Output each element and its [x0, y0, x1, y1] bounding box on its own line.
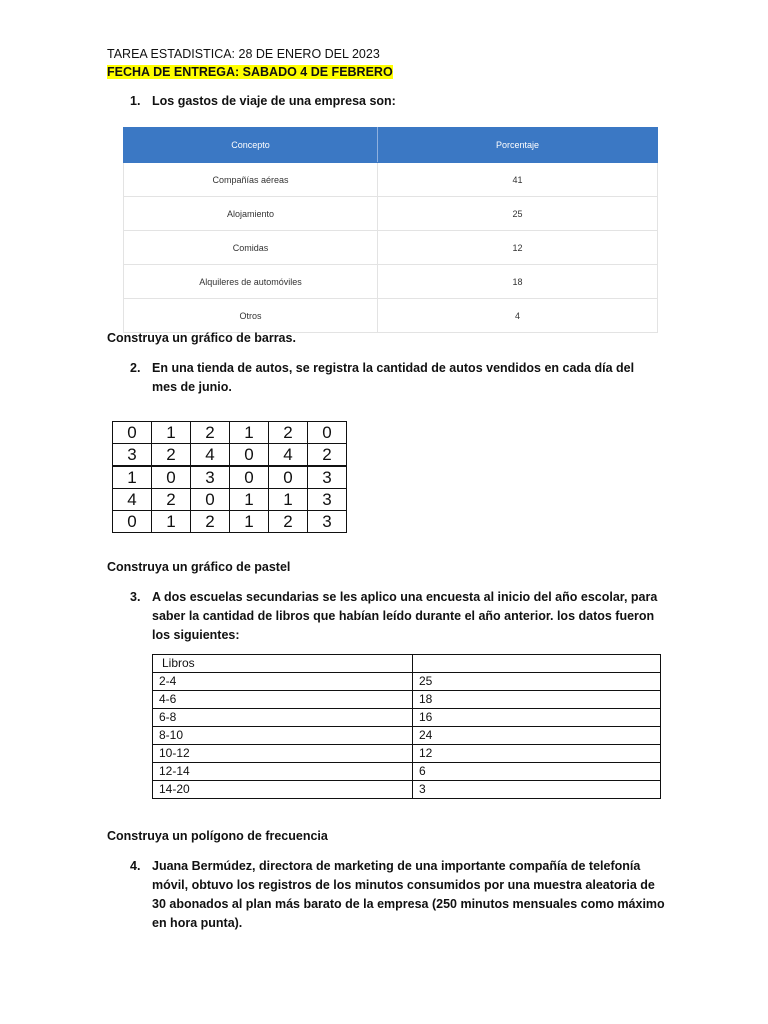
table-cell: Compañías aéreas	[124, 163, 378, 197]
instruction-2: Construya un gráfico de pastel	[107, 560, 291, 574]
table-cell: 16	[413, 709, 661, 727]
grid-row	[113, 444, 347, 467]
grid-row	[113, 489, 347, 511]
question-4-number: 4.	[130, 859, 141, 873]
question-4	[130, 857, 670, 933]
table-row	[153, 727, 661, 745]
table-cell: 2-4	[153, 673, 413, 691]
grid-cell: 4	[113, 489, 152, 511]
table-row	[124, 231, 658, 265]
table-cell: 25	[378, 197, 658, 231]
column-header-concepto: Concepto	[124, 128, 378, 163]
grid-cell: 1	[152, 422, 191, 444]
table-cell: 18	[378, 265, 658, 299]
grid-cell: 3	[308, 511, 347, 533]
grid-cell: 2	[191, 511, 230, 533]
question-3	[130, 588, 660, 645]
table-cell: 18	[413, 691, 661, 709]
column-header-porcentaje: Porcentaje	[378, 128, 658, 163]
grid-cell: 2	[269, 511, 308, 533]
table-row	[153, 673, 661, 691]
cropped-text-remnant	[112, 541, 346, 547]
assignment-title: TAREA ESTADISTICA: 28 DE ENERO DEL 2023	[107, 47, 380, 61]
grid-cell: 0	[230, 444, 269, 467]
grid-cell: 0	[152, 466, 191, 489]
question-1-number: 1.	[130, 94, 141, 108]
books-read-table	[152, 654, 661, 799]
grid-cell: 1	[230, 511, 269, 533]
table-cell: 12-14	[153, 763, 413, 781]
table-cell: 24	[413, 727, 661, 745]
grid-cell: 3	[191, 466, 230, 489]
grid-cell: 2	[152, 489, 191, 511]
table-row	[124, 265, 658, 299]
table-row	[153, 709, 661, 727]
grid-cell: 3	[113, 444, 152, 467]
table-cell: 3	[413, 781, 661, 799]
grid-cell: 1	[152, 511, 191, 533]
table-row	[153, 745, 661, 763]
table-cell: 8-10	[153, 727, 413, 745]
instruction-3: Construya un polígono de frecuencia	[107, 829, 328, 843]
question-3-number: 3.	[130, 590, 141, 604]
table-cell: 4	[378, 299, 658, 333]
instruction-1: Construya un gráfico de barras.	[107, 331, 296, 345]
grid-cell: 0	[113, 511, 152, 533]
table-row	[153, 691, 661, 709]
grid-cell: 3	[308, 466, 347, 489]
table-cell: Otros	[124, 299, 378, 333]
grid-row	[113, 511, 347, 533]
grid-row	[113, 422, 347, 444]
table-cell: 6	[413, 763, 661, 781]
table-cell: 12	[378, 231, 658, 265]
question-2	[130, 359, 660, 397]
document-header	[107, 45, 393, 81]
grid-cell: 4	[191, 444, 230, 467]
question-1-text: Los gastos de viaje de una empresa son:	[152, 94, 396, 108]
travel-expenses-table	[123, 127, 658, 333]
table-cell: Alojamiento	[124, 197, 378, 231]
grid-cell: 0	[269, 466, 308, 489]
table-cell: 12	[413, 745, 661, 763]
column-header-libros: Libros	[153, 655, 413, 673]
table-header-row	[153, 655, 661, 673]
table-cell: Comidas	[124, 231, 378, 265]
grid-cell: 1	[230, 489, 269, 511]
question-2-number: 2.	[130, 361, 141, 375]
grid-cell: 0	[191, 489, 230, 511]
table-cell: 25	[413, 673, 661, 691]
table-row	[153, 763, 661, 781]
grid-cell: 0	[230, 466, 269, 489]
table-row	[124, 197, 658, 231]
grid-cell: 0	[113, 422, 152, 444]
question-2-text: En una tienda de autos, se registra la cantidad de autos vendidos en cada día del mes de junio.	[152, 361, 635, 394]
grid-cell: 1	[113, 466, 152, 489]
question-4-text: Juana Bermúdez, directora de marketing de una importante compañía de telefonía móvil, obtuvo los registros de los minutos consumidos por una muestra aleatoria de 30 abonados al plan más barato de la empresa (250 minutos mensuales como máximo en hora punta).	[152, 859, 665, 930]
table-header-row	[124, 128, 658, 163]
grid-cell: 1	[269, 489, 308, 511]
grid-row	[113, 466, 347, 489]
question-3-text: A dos escuelas secundarias se les aplico una encuesta al inicio del año escolar, para saber la cantidad de libros que habían leído durante el año anterior. los datos fueron los siguientes:	[152, 590, 658, 642]
grid-cell: 2	[269, 422, 308, 444]
grid-cell: 3	[308, 489, 347, 511]
table-cell: 6-8	[153, 709, 413, 727]
table-row	[153, 781, 661, 799]
table-cell: 41	[378, 163, 658, 197]
column-header-blank	[413, 655, 661, 673]
cars-sold-grid	[112, 421, 347, 533]
question-1	[130, 92, 670, 111]
table-row	[124, 163, 658, 197]
grid-cell: 4	[269, 444, 308, 467]
grid-cell: 2	[152, 444, 191, 467]
grid-cell: 1	[230, 422, 269, 444]
grid-cell: 0	[308, 422, 347, 444]
table-cell: Alquileres de automóviles	[124, 265, 378, 299]
table-cell: 14-20	[153, 781, 413, 799]
table-cell: 4-6	[153, 691, 413, 709]
grid-cell: 2	[308, 444, 347, 467]
due-date-highlight: FECHA DE ENTREGA: SABADO 4 DE FEBRERO	[107, 65, 393, 79]
table-row	[124, 299, 658, 333]
grid-cell: 2	[191, 422, 230, 444]
table-cell: 10-12	[153, 745, 413, 763]
